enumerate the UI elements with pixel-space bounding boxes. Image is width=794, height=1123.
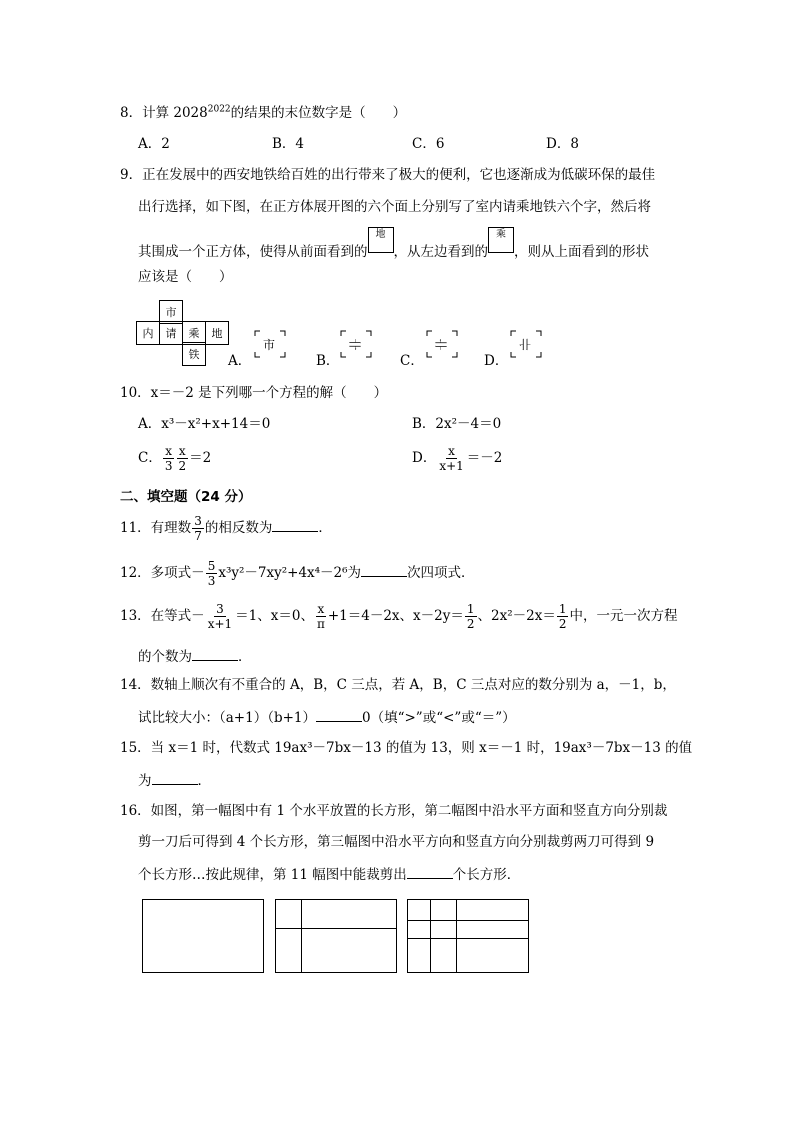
q9-option-c: C． bbox=[400, 353, 424, 369]
q16-line-3 bbox=[138, 864, 520, 884]
q13-line-2-text: 的个数为 bbox=[138, 649, 192, 665]
q10-d-frac bbox=[437, 444, 465, 473]
q8-option-a: A．2 bbox=[138, 136, 170, 152]
q16-line-1: 16．如图，第一幅图中有 1 个水平放置的长方形，第二幅图中沿水平方面和竖直方向分别裁 bbox=[120, 803, 668, 819]
q13-frac-2-den: π bbox=[316, 617, 325, 631]
q16-line-3b: 个长方形． bbox=[452, 867, 521, 883]
q13-frac-1-den: x+1 bbox=[207, 617, 233, 631]
q16-figure-3-vcut-1 bbox=[430, 900, 431, 972]
q11-answer-blank[interactable] bbox=[272, 517, 318, 532]
q8-stem-b: 的结果的末位数字是（ ） bbox=[230, 105, 407, 121]
q9-line-2: 出行选择，如下图，在正方体展开图的六个面上分别写了室内请乘地铁六个字，然后将 bbox=[138, 199, 651, 215]
q8-stem bbox=[120, 104, 406, 122]
section-fill-in-heading: 二、填空题（24 分） bbox=[120, 489, 252, 505]
q13-a: ＝1、x＝0、 bbox=[235, 608, 314, 624]
net-cell-cheng: 乘 bbox=[182, 321, 206, 345]
q9-option-d-char: 卝 bbox=[519, 337, 532, 351]
q13-frac-3-num: 1 bbox=[466, 602, 475, 616]
q13-frac-3 bbox=[465, 602, 477, 631]
q12-frac bbox=[206, 559, 218, 588]
q14-line-1: 14．数轴上顺次有不重合的 A，B，C 三点，若 A，B，C 三点对应的数分别为 a，－1，b， bbox=[120, 677, 676, 693]
q10-option-c-label: C． bbox=[138, 450, 162, 466]
q13-frac-4-den: 2 bbox=[558, 617, 567, 631]
q8-option-d: D．8 bbox=[546, 136, 579, 152]
q16-answer-blank[interactable] bbox=[407, 864, 453, 879]
q11-frac-den: 7 bbox=[194, 529, 202, 543]
q10-option-a: A．x³－x²+x+14＝0 bbox=[138, 416, 271, 432]
q11-post: 的相反数为 bbox=[204, 520, 273, 536]
net-cell-nei: 内 bbox=[136, 321, 160, 345]
q10-c-frac-1-num: x bbox=[165, 444, 173, 458]
q13-frac-2-num: x bbox=[317, 602, 325, 616]
q9-option-d: D． bbox=[484, 353, 509, 369]
q8-exponent: 2022 bbox=[207, 104, 231, 115]
q14-answer-blank[interactable] bbox=[316, 707, 362, 722]
q11-end: ． bbox=[318, 520, 332, 536]
q8-stem-a: 8．计算 2028 bbox=[120, 105, 208, 121]
net-cell-qing: 请 bbox=[159, 321, 183, 345]
q15-end: ． bbox=[197, 773, 211, 789]
q10-d-frac-num: x bbox=[448, 444, 455, 458]
q14-line-2b: 0（填“>”或“<”或“＝”） bbox=[362, 710, 516, 726]
q13-frac-2 bbox=[315, 602, 327, 631]
q10-option-c-rhs: ＝2 bbox=[189, 450, 212, 466]
q13-line-1 bbox=[120, 602, 677, 631]
q11-pre: 11．有理数 bbox=[120, 520, 192, 536]
q16-figure-2 bbox=[275, 899, 397, 973]
q10-option-d-rhs: ＝－2 bbox=[466, 450, 503, 466]
q13-frac-1 bbox=[206, 602, 234, 631]
q14-line-2 bbox=[138, 707, 516, 727]
q13-frac-3-den: 2 bbox=[466, 617, 475, 631]
q12-frac-den: 3 bbox=[207, 574, 216, 588]
q15-line-1: 15．当 x＝1 时，代数式 19ax³－7bx－13 的值为 13，则 x＝－1 时，19ax³－7bx－13 的值 bbox=[120, 740, 693, 756]
q10-c-frac-2 bbox=[176, 444, 188, 473]
q16-figure-2-hcut bbox=[276, 928, 396, 929]
q9-line-1: 9．正在发展中的西安地铁给百姓的出行带来了极大的便利，它也逐渐成为低碳环保的最佳 bbox=[120, 167, 656, 183]
q9-option-a: A． bbox=[228, 353, 252, 369]
q12-answer-blank[interactable] bbox=[361, 562, 407, 577]
q13-b: +1＝4－2x、x－2y＝ bbox=[327, 608, 464, 624]
q10-option-c bbox=[138, 444, 211, 473]
q9-option-a-char: 市 bbox=[263, 338, 276, 352]
q9-option-d-figure bbox=[510, 330, 542, 358]
q9-option-c-char: 卝 bbox=[434, 338, 449, 351]
q9-option-b-char: 卝 bbox=[347, 338, 362, 351]
q9-option-c-figure bbox=[426, 330, 458, 358]
q13-frac-4-num: 1 bbox=[558, 602, 567, 616]
q16-line-2: 剪一刀后可得到 4 个长方形，第三幅图中沿水平方向和竖直方向分别裁剪两刀可得到 9 bbox=[138, 834, 655, 850]
q8-option-b: B．4 bbox=[272, 136, 305, 152]
q10-c-frac-2-num: x bbox=[178, 444, 186, 458]
q10-c-frac-1 bbox=[163, 444, 175, 473]
q13-pre: 13．在等式－ bbox=[120, 608, 205, 624]
net-cell-shi: 市 bbox=[159, 300, 183, 324]
q12-end: 次四项式． bbox=[407, 565, 475, 581]
q10-c-frac-1-den: 3 bbox=[164, 459, 173, 473]
q8-option-c: C．6 bbox=[412, 136, 445, 152]
q13-answer-blank[interactable] bbox=[192, 646, 238, 661]
q13-d: 中，一元一次方程 bbox=[569, 608, 678, 624]
q9-front-box: 地 bbox=[368, 227, 394, 253]
q15-answer-blank[interactable] bbox=[152, 770, 198, 785]
q9-line-3 bbox=[138, 229, 649, 269]
q9-line-3c: ，则从上面看到的形状 bbox=[514, 244, 649, 260]
q13-frac-4 bbox=[557, 602, 569, 631]
net-cell-di: 地 bbox=[205, 321, 229, 345]
q9-line-3a: 其围成一个正方体，使得从前面看到的 bbox=[138, 244, 368, 260]
q12-mid: x³y²－7xy²+4x⁴－2⁶为 bbox=[218, 565, 362, 581]
q11 bbox=[120, 514, 332, 543]
q16-figure-3-hcut-1 bbox=[408, 920, 528, 921]
q10-option-d-label: D． bbox=[412, 450, 437, 466]
q16-figure-1 bbox=[142, 899, 264, 973]
q9-option-b: B． bbox=[316, 353, 340, 369]
q12-frac-num: 5 bbox=[207, 559, 216, 573]
q9-line-3b: ，从左边看到的 bbox=[393, 244, 488, 260]
q13-end: ． bbox=[238, 649, 252, 665]
q13-line-2 bbox=[138, 646, 252, 666]
q16-figure-3 bbox=[407, 899, 529, 973]
q11-frac-num: 3 bbox=[194, 514, 202, 528]
q15-line-2 bbox=[138, 770, 211, 790]
net-cell-tie: 铁 bbox=[182, 342, 206, 366]
q16-figure-3-vcut-2 bbox=[456, 900, 457, 972]
q10-stem: 10．x＝－2 是下列哪一个方程的解（ ） bbox=[120, 385, 388, 401]
q13-frac-1-num: 3 bbox=[216, 602, 224, 616]
q9-option-a-figure bbox=[254, 330, 286, 358]
q9-left-box: 乘 bbox=[488, 227, 514, 253]
q10-d-frac-den: x+1 bbox=[439, 459, 464, 473]
q9-option-b-figure bbox=[340, 330, 372, 358]
q9-line-4: 应该是（ ） bbox=[138, 269, 233, 285]
q10-option-b: B．2x²－4＝0 bbox=[412, 416, 502, 432]
q12-pre: 12．多项式－ bbox=[120, 565, 205, 581]
q10-option-d bbox=[412, 444, 502, 473]
q16-line-3a: 个长方形…按此规律，第 11 幅图中能裁剪出 bbox=[138, 867, 407, 883]
q13-c: 、2x²－2x＝ bbox=[477, 608, 556, 624]
q16-figure-3-hcut-2 bbox=[408, 938, 528, 939]
q14-line-2a: 试比较大小：（a+1）（b+1） bbox=[138, 710, 316, 726]
q15-line-2a: 为 bbox=[138, 773, 152, 789]
q11-frac bbox=[192, 514, 204, 543]
q12 bbox=[120, 559, 475, 588]
q16-figure-2-vcut bbox=[301, 900, 302, 972]
q10-c-frac-2-den: 2 bbox=[178, 459, 187, 473]
